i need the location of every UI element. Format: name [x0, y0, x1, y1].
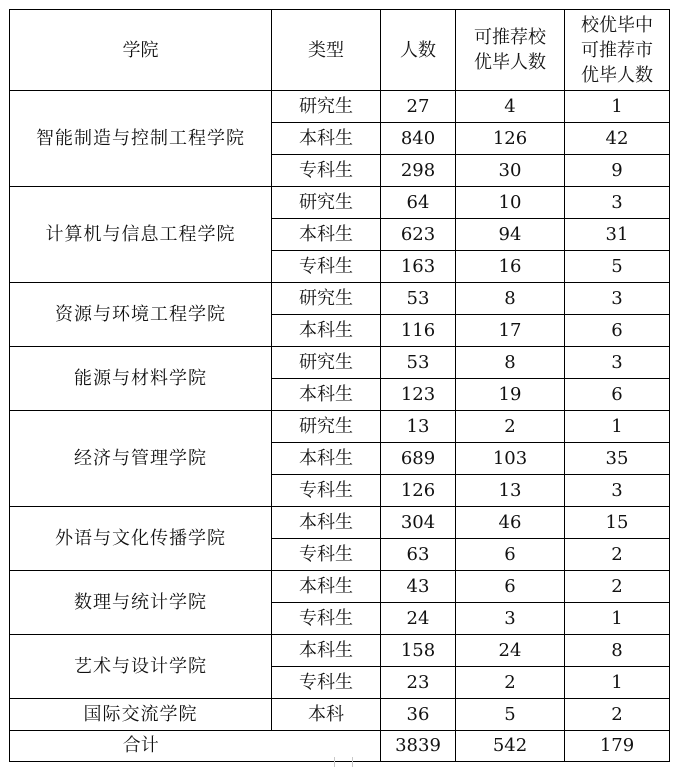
student-count-cell: 53	[381, 283, 456, 315]
college-name: 艺术与设计学院	[10, 635, 272, 699]
student-count-cell: 23	[381, 667, 456, 699]
student-type-cell: 本科生	[272, 571, 381, 603]
city-recommend-cell: 42	[565, 123, 670, 155]
student-type-cell: 本科生	[272, 507, 381, 539]
header-city-line-2: 可推荐市	[581, 39, 653, 61]
table-row	[10, 411, 670, 443]
student-count-cell: 298	[381, 155, 456, 187]
table-row	[10, 91, 670, 123]
student-count-cell: 36	[381, 699, 456, 731]
city-recommend-cell: 5	[565, 251, 670, 283]
city-recommend-cell: 35	[565, 443, 670, 475]
college-name: 数理与统计学院	[10, 571, 272, 635]
student-type-cell: 本科生	[272, 635, 381, 667]
school-recommend-cell: 24	[456, 635, 565, 667]
student-count-cell: 63	[381, 539, 456, 571]
student-type-cell: 本科生	[272, 219, 381, 251]
student-count-cell: 623	[381, 219, 456, 251]
school-recommend-cell: 5	[456, 699, 565, 731]
student-type-cell: 研究生	[272, 187, 381, 219]
student-count-cell: 126	[381, 475, 456, 507]
city-recommend-cell: 1	[565, 667, 670, 699]
city-recommend-cell: 3	[565, 347, 670, 379]
school-recommend-cell: 2	[456, 411, 565, 443]
college-name: 资源与环境工程学院	[10, 283, 272, 347]
student-type-cell: 专科生	[272, 155, 381, 187]
school-recommend-cell: 126	[456, 123, 565, 155]
school-recommend-cell: 46	[456, 507, 565, 539]
student-count-cell: 116	[381, 315, 456, 347]
school-recommend-cell: 103	[456, 443, 565, 475]
city-recommend-cell: 2	[565, 539, 670, 571]
student-count-cell: 689	[381, 443, 456, 475]
student-type-cell: 本科生	[272, 315, 381, 347]
student-type-cell: 研究生	[272, 283, 381, 315]
header-city-line-1: 校优毕中	[581, 14, 653, 36]
edge-mark	[334, 757, 335, 767]
student-count-cell: 840	[381, 123, 456, 155]
header-school-recommend	[456, 10, 565, 91]
table-row	[10, 699, 670, 731]
city-recommend-cell: 3	[565, 187, 670, 219]
college-name: 能源与材料学院	[10, 347, 272, 411]
student-count-cell: 43	[381, 571, 456, 603]
student-type-cell: 专科生	[272, 251, 381, 283]
student-type-cell: 本科生	[272, 443, 381, 475]
city-recommend-cell: 8	[565, 635, 670, 667]
student-type-cell: 本科	[272, 699, 381, 731]
header-count: 人数	[381, 10, 456, 91]
edge-mark	[352, 757, 353, 767]
header-school-line-1: 可推荐校	[474, 27, 546, 48]
header-school-line-2: 优毕人数	[474, 52, 546, 73]
school-recommend-cell: 30	[456, 155, 565, 187]
table-row	[10, 635, 670, 667]
student-count-cell: 158	[381, 635, 456, 667]
header-row	[10, 10, 670, 91]
city-recommend-cell: 2	[565, 571, 670, 603]
city-recommend-cell: 1	[565, 411, 670, 443]
school-recommend-cell: 16	[456, 251, 565, 283]
table-row	[10, 283, 670, 315]
table-row	[10, 187, 670, 219]
city-recommend-cell: 3	[565, 283, 670, 315]
school-recommend-cell: 94	[456, 219, 565, 251]
school-recommend-cell: 10	[456, 187, 565, 219]
header-college: 学院	[10, 10, 272, 91]
table-row	[10, 507, 670, 539]
student-count-cell: 13	[381, 411, 456, 443]
table-row	[10, 347, 670, 379]
school-recommend-cell: 6	[456, 571, 565, 603]
city-recommend-cell: 2	[565, 699, 670, 731]
student-type-cell: 本科生	[272, 379, 381, 411]
student-count-cell: 304	[381, 507, 456, 539]
city-recommend-cell: 31	[565, 219, 670, 251]
city-recommend-cell: 6	[565, 315, 670, 347]
header-city-line-3: 优毕人数	[581, 64, 653, 86]
city-recommend-cell: 1	[565, 603, 670, 635]
school-recommend-cell: 19	[456, 379, 565, 411]
school-recommend-cell: 3	[456, 603, 565, 635]
college-name: 计算机与信息工程学院	[10, 187, 272, 283]
student-type-cell: 专科生	[272, 667, 381, 699]
school-recommend-cell: 13	[456, 475, 565, 507]
student-type-cell: 研究生	[272, 91, 381, 123]
header-type: 类型	[272, 10, 381, 91]
student-count-cell: 24	[381, 603, 456, 635]
graduates-table	[9, 9, 670, 762]
student-type-cell: 研究生	[272, 411, 381, 443]
school-recommend-cell: 6	[456, 539, 565, 571]
school-recommend-cell: 8	[456, 347, 565, 379]
student-type-cell: 专科生	[272, 475, 381, 507]
student-type-cell: 专科生	[272, 603, 381, 635]
school-recommend-cell: 2	[456, 667, 565, 699]
header-city-recommend	[565, 10, 670, 91]
student-count-cell: 163	[381, 251, 456, 283]
city-recommend-cell: 6	[565, 379, 670, 411]
school-recommend-cell: 4	[456, 91, 565, 123]
total-city: 179	[565, 731, 670, 762]
student-type-cell: 研究生	[272, 347, 381, 379]
school-recommend-cell: 8	[456, 283, 565, 315]
college-name: 经济与管理学院	[10, 411, 272, 507]
total-count: 3839	[381, 731, 456, 762]
college-name: 智能制造与控制工程学院	[10, 91, 272, 187]
student-type-cell: 本科生	[272, 123, 381, 155]
student-count-cell: 64	[381, 187, 456, 219]
student-count-cell: 27	[381, 91, 456, 123]
city-recommend-cell: 15	[565, 507, 670, 539]
school-recommend-cell: 17	[456, 315, 565, 347]
total-school: 542	[456, 731, 565, 762]
student-type-cell: 专科生	[272, 539, 381, 571]
table-row	[10, 571, 670, 603]
student-count-cell: 123	[381, 379, 456, 411]
total-label: 合计	[10, 731, 272, 762]
table-body	[10, 91, 670, 731]
city-recommend-cell: 1	[565, 91, 670, 123]
city-recommend-cell: 3	[565, 475, 670, 507]
city-recommend-cell: 9	[565, 155, 670, 187]
bottom-edge-marks	[0, 757, 676, 767]
college-name: 国际交流学院	[10, 699, 272, 731]
college-name: 外语与文化传播学院	[10, 507, 272, 571]
student-count-cell: 53	[381, 347, 456, 379]
